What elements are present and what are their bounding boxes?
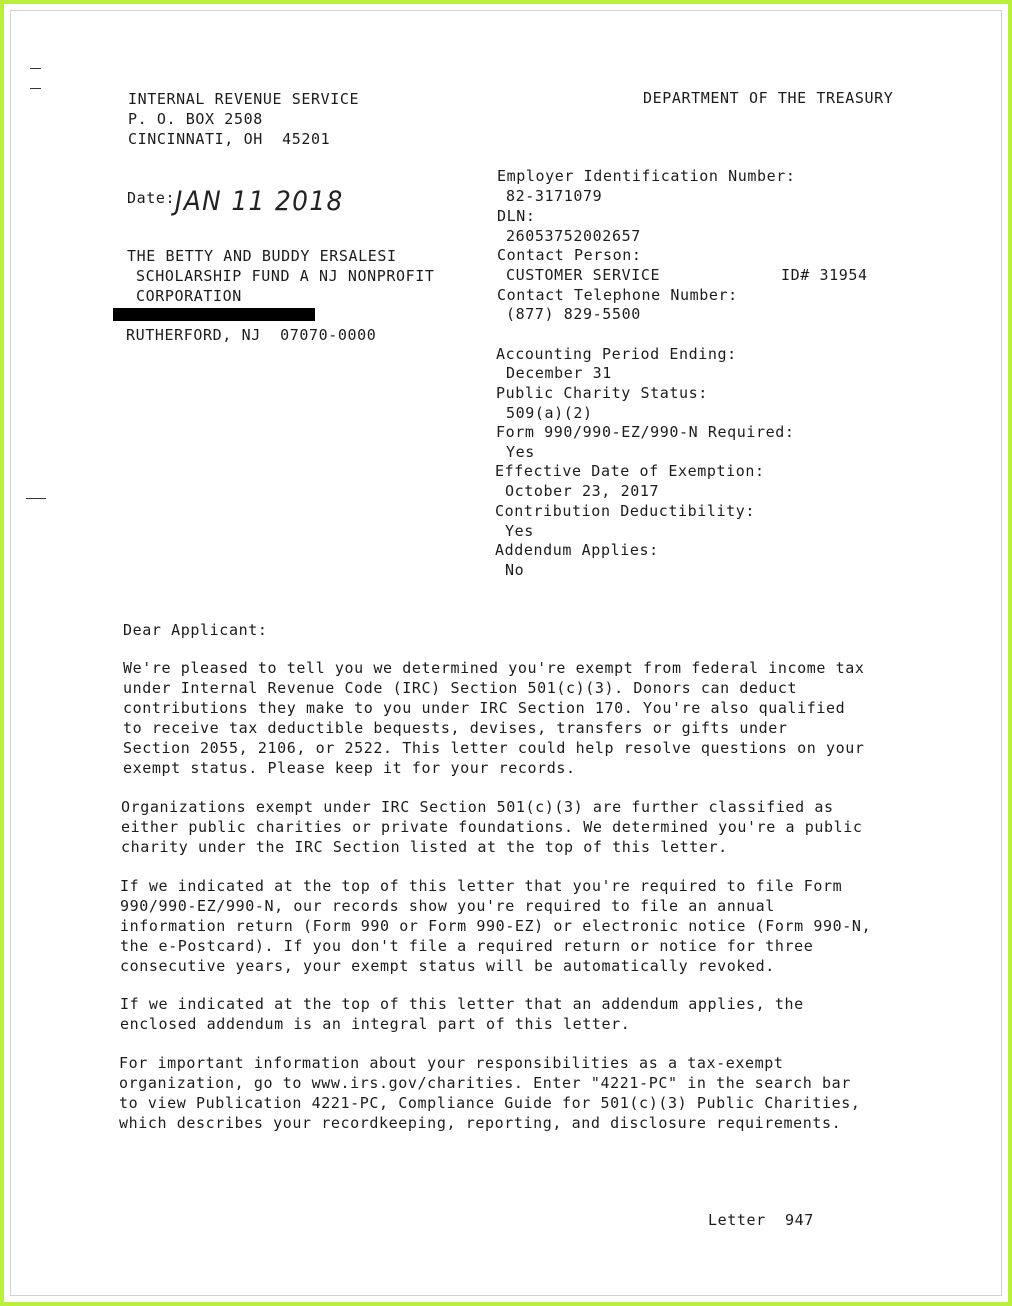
dln-label: DLN: bbox=[497, 207, 536, 225]
contact-value: CUSTOMER SERVICE bbox=[506, 266, 661, 284]
contact-id: ID# 31954 bbox=[781, 266, 868, 284]
recipient-city: RUTHERFORD, NJ 07070-0000 bbox=[126, 326, 377, 344]
margin-mark bbox=[30, 88, 41, 89]
addendum-value: No bbox=[505, 561, 525, 579]
dln-value: 26053752002657 bbox=[506, 227, 641, 245]
paragraph-resources: For important information about your responsibilities as a tax-exempt organization, go to www.irs.gov/charities. Enter "4221-PC" in the search bar to view Publication 4221-PC, Compliance Guide for 501(c)(3) Public Charities, which describes your recordkeeping, reporting, and disclosure requirements. bbox=[119, 1054, 861, 1132]
date-stamp: JAN 11 2018 bbox=[175, 186, 344, 217]
deductibility-label: Contribution Deductibility: bbox=[495, 502, 756, 520]
ein-value: 82-3171079 bbox=[506, 187, 603, 205]
addendum-label: Addendum Applies: bbox=[495, 541, 659, 559]
paragraph-addendum: If we indicated at the top of this letter that an addendum applies, the enclosed addendum is an integral part of this letter. bbox=[120, 995, 804, 1033]
form-label: Form 990/990-EZ/990-N Required: bbox=[496, 423, 795, 441]
sender-line-1: INTERNAL REVENUE SERVICE bbox=[128, 90, 360, 108]
deductibility-value: Yes bbox=[505, 522, 534, 540]
salutation: Dear Applicant: bbox=[123, 621, 268, 639]
letter-number: Letter 947 bbox=[708, 1211, 814, 1229]
contact-label: Contact Person: bbox=[497, 246, 642, 264]
recipient-line-3: CORPORATION bbox=[136, 287, 242, 305]
margin-mark bbox=[30, 68, 41, 69]
effective-value: October 23, 2017 bbox=[505, 482, 660, 500]
ein-label: Employer Identification Number: bbox=[497, 167, 796, 185]
date-label: Date: bbox=[127, 189, 176, 207]
period-value: December 31 bbox=[506, 364, 612, 382]
margin-mark bbox=[26, 498, 46, 499]
department-title: DEPARTMENT OF THE TREASURY bbox=[643, 89, 894, 107]
paragraph-exemption: We're pleased to tell you we determined you're exempt from federal income tax under Internal Revenue Code (IRC) Section 501(c)(3). Donors can deduct contributions they make to you under IRC Section 170. You're also qualified to receive tax deductible bequests, devises, transfers or gifts under Section 2055, 2106, or 2522. This letter could help resolve questions on your exempt status. Please keep it for your records. bbox=[123, 659, 865, 777]
redacted-address bbox=[113, 308, 315, 321]
status-label: Public Charity Status: bbox=[496, 384, 708, 402]
status-value: 509(a)(2) bbox=[506, 404, 593, 422]
paragraph-filing: If we indicated at the top of this letter that you're required to file Form 990/990-EZ/990-N, our records show you're required to file an annual information return (Form 990 or Form 990-EZ) or electronic notice (Form 990-N, the e-Postcard). If you don't file a required return or notice for three consecutive years, your exempt status will be automatically revoked. bbox=[120, 877, 872, 975]
phone-value: (877) 829-5500 bbox=[506, 305, 641, 323]
sender-line-2: P. O. BOX 2508 bbox=[128, 110, 263, 128]
recipient-line-2: SCHOLARSHIP FUND A NJ NONPROFIT bbox=[136, 267, 435, 285]
paragraph-classification: Organizations exempt under IRC Section 501(c)(3) are further classified as either public charities or private foundations. We determined you're a public charity under the IRC Section listed at the top of this letter. bbox=[121, 798, 863, 856]
recipient-line-1: THE BETTY AND BUDDY ERSALESI bbox=[127, 247, 397, 265]
period-label: Accounting Period Ending: bbox=[496, 345, 737, 363]
effective-label: Effective Date of Exemption: bbox=[495, 462, 765, 480]
phone-label: Contact Telephone Number: bbox=[497, 286, 738, 304]
sender-line-3: CINCINNATI, OH 45201 bbox=[128, 130, 331, 148]
form-value: Yes bbox=[506, 443, 535, 461]
